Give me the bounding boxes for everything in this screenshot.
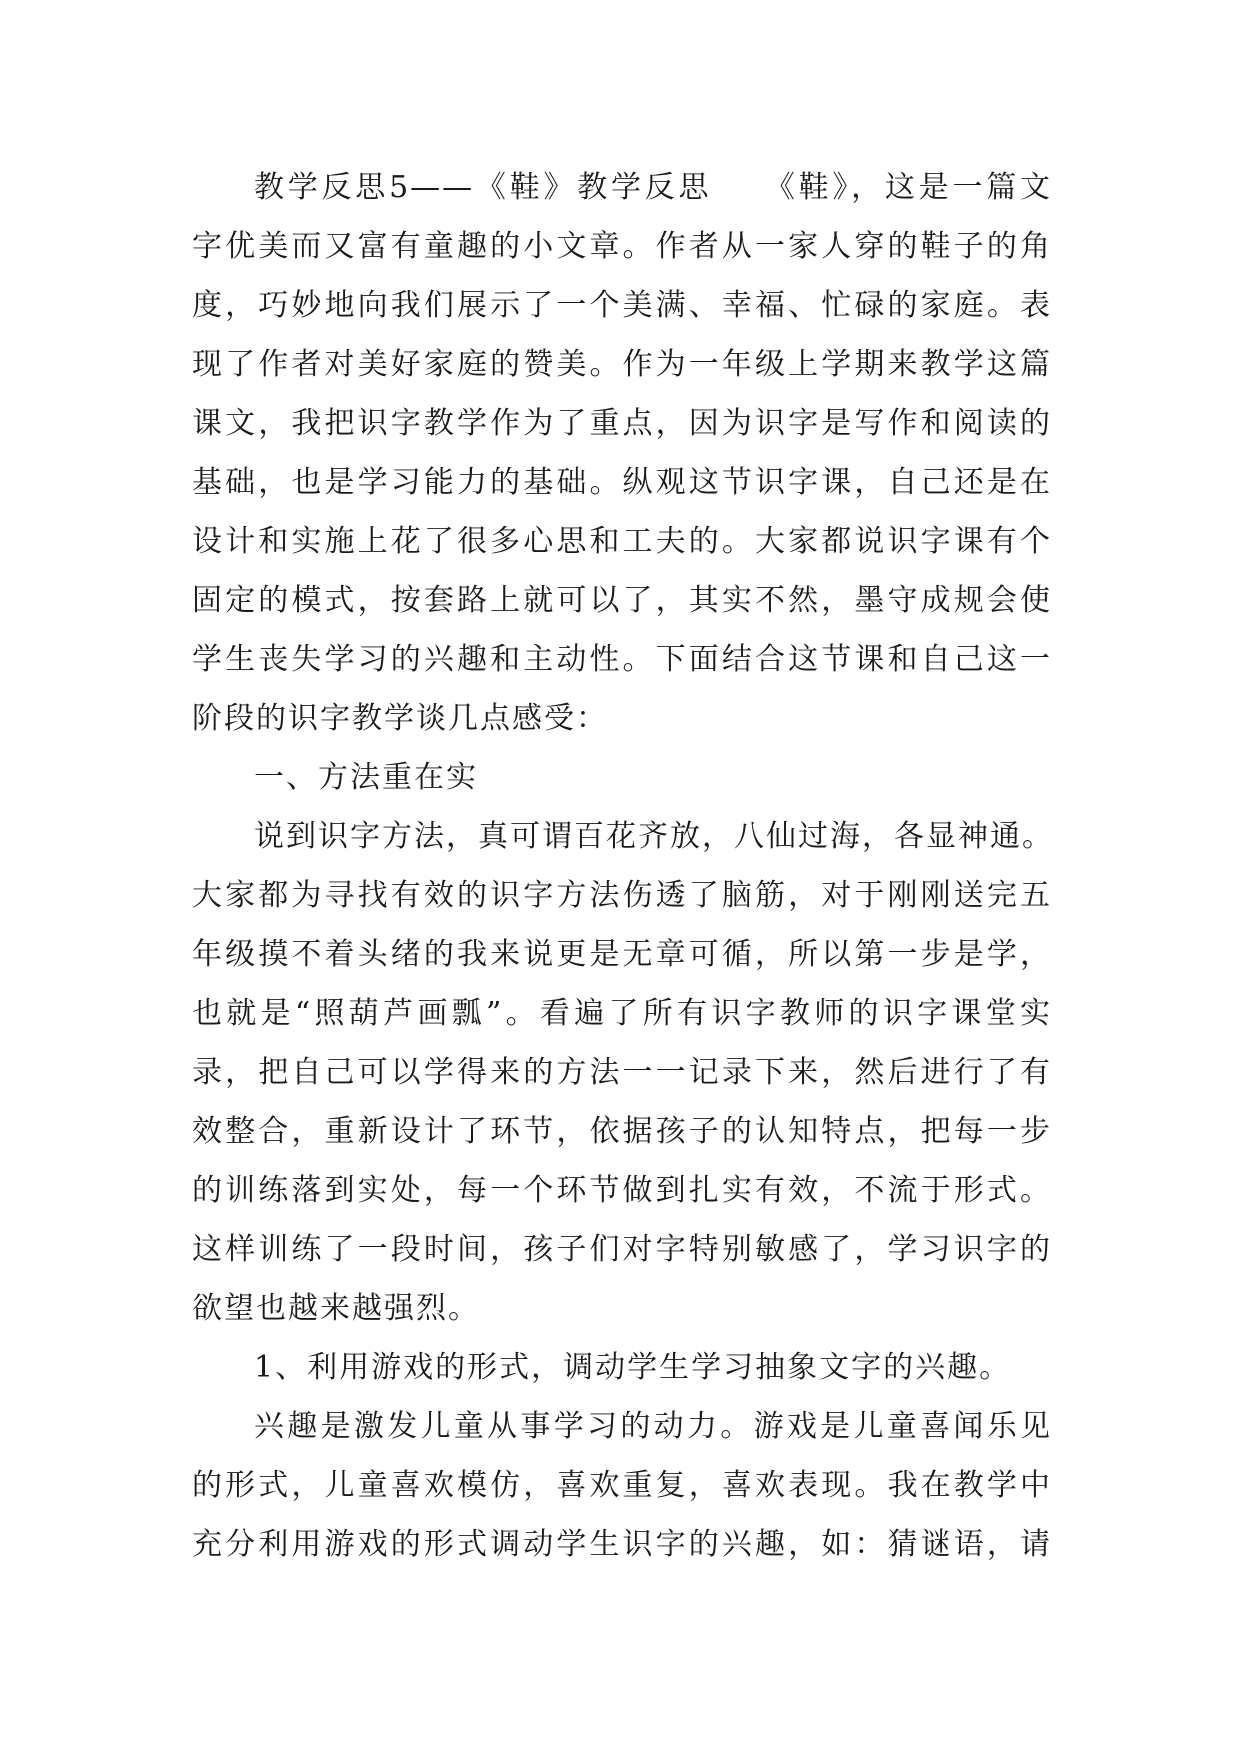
text-line: 充分利用游戏的形式调动学生识字的兴趣，如：猜谜语，请 (192, 1527, 1052, 1562)
text-line: 效整合，重新设计了环节，依据孩子的认知特点，把每一步 (192, 1114, 1052, 1149)
text-line: 也就是“照葫芦画瓢”。看遍了所有识字教师的识字课堂实 (192, 996, 1052, 1031)
subsection-heading: 1、利用游戏的形式，调动学生学习抽象文字的兴趣。 (254, 1350, 1012, 1385)
text-line: 年级摸不着头绪的我来说更是无章可循，所以第一步是学， (192, 937, 1052, 972)
text-line: 学生丧失学习的兴趣和主动性。下面结合这节课和自己这一 (192, 642, 1052, 677)
text-line: 这样训练了一段时间，孩子们对字特别敏感了，学习识字的 (192, 1232, 1052, 1267)
text-line: 大家都为寻找有效的识字方法伤透了脑筋，对于刚刚送完五 (192, 878, 1052, 913)
section-heading: 一、方法重在实 (254, 760, 478, 795)
document-body (192, 158, 1052, 1574)
text-line: 教学反思5——《鞋》教学反思 《鞋》，这是一篇文 (254, 170, 1052, 205)
text-line: 基础，也是学习能力的基础。纵观这节识字课，自己还是在 (192, 465, 1052, 500)
text-line: 课文，我把识字教学作为了重点，因为识字是写作和阅读的 (192, 406, 1052, 441)
text-line: 说到识字方法，真可谓百花齐放，八仙过海，各显神通。 (254, 819, 1054, 854)
text-line: 的形式，儿童喜欢模仿，喜欢重复，喜欢表现。我在教学中 (192, 1468, 1052, 1503)
text-line: 设计和实施上花了很多心思和工夫的。大家都说识字课有个 (192, 524, 1052, 559)
text-line: 阶段的识字教学谈几点感受： (192, 701, 608, 736)
text-line: 字优美而又富有童趣的小文章。作者从一家人穿的鞋子的角 (192, 229, 1052, 264)
text-line: 度，巧妙地向我们展示了一个美满、幸福、忙碌的家庭。表 (192, 288, 1052, 323)
text-line: 的训练落到实处，每一个环节做到扎实有效，不流于形式。 (192, 1173, 1052, 1208)
text-line: 欲望也越来越强烈。 (192, 1291, 480, 1326)
text-line: 现了作者对美好家庭的赞美。作为一年级上学期来教学这篇 (192, 347, 1052, 382)
text-line: 固定的模式，按套路上就可以了，其实不然，墨守成规会使 (192, 583, 1052, 618)
text-line: 兴趣是激发儿童从事学习的动力。游戏是儿童喜闻乐见 (254, 1409, 1052, 1444)
text-line: 录，把自己可以学得来的方法一一记录下来，然后进行了有 (192, 1055, 1052, 1090)
